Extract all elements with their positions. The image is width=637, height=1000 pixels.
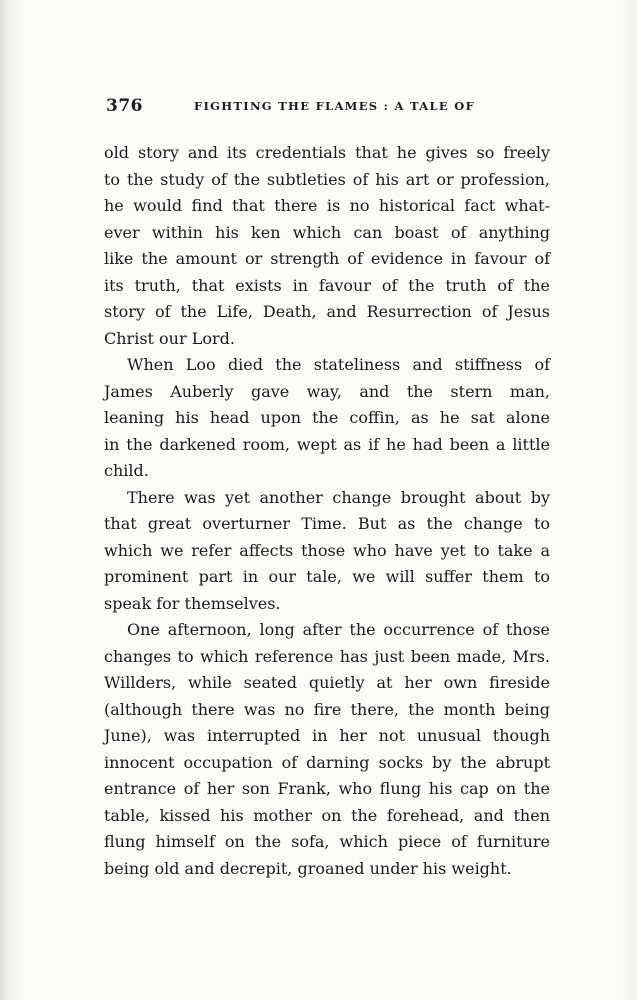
body-text <box>104 140 550 882</box>
running-head <box>106 96 546 118</box>
paragraph <box>104 617 550 882</box>
text-line: changes to which reference has just been made, Mrs. <box>104 646 550 666</box>
text-line: being old and decrepit, groaned under his weight. <box>104 858 512 878</box>
text-line: flung himself on the sofa, which piece of furniture <box>104 832 550 851</box>
text-line: child. <box>104 461 149 480</box>
text-line: old story and its credentials that he gives so freely <box>104 143 550 162</box>
text-line: that great overturner Time. But as the change to <box>104 514 550 533</box>
text-line: leaning his head upon the coffin, as he sat alone <box>104 408 550 427</box>
text-line: entrance of her son Frank, who flung his cap on the <box>104 779 550 798</box>
text-line: speak for themselves. <box>104 593 281 613</box>
text-line: prominent part in our tale, we will suffer them to <box>104 567 550 586</box>
text-line: its truth, that exists in favour of the truth of the <box>104 275 550 295</box>
paragraph <box>104 352 550 485</box>
text-line: One afternoon, long after the occurrence of those <box>127 620 550 639</box>
text-line: which we refer affects those who have yet to take a <box>104 540 550 560</box>
text-line: in the darkened room, wept as if he had been a little <box>104 434 550 454</box>
text-line: to the study of the subtleties of his art or profession, <box>104 169 550 189</box>
text-line: like the amount or strength of evidence in favour of <box>104 249 550 268</box>
text-line: James Auberly gave way, and the stern man, <box>104 381 550 401</box>
text-line: When Loo died the stateliness and stiffness of <box>127 355 550 374</box>
paragraph <box>104 485 550 618</box>
text-line: There was yet another change brought about by <box>127 487 550 507</box>
text-line: Christ our Lord. <box>104 328 235 348</box>
text-line: June), was interrupted in her not unusual though <box>104 726 550 745</box>
text-line: story of the Life, Death, and Resurrection of Jesus <box>104 302 550 321</box>
text-line: he would find that there is no historical fact what- <box>104 196 550 215</box>
text-line: Willders, while seated quietly at her own fireside <box>104 673 550 692</box>
text-line: ever within his ken which can boast of anything <box>104 222 550 242</box>
page-number: 376 <box>106 96 143 116</box>
text-line: (although there was no fire there, the month being <box>104 699 550 719</box>
running-title: FIGHTING THE FLAMES : A TALE OF <box>194 99 476 113</box>
paragraph <box>104 140 550 352</box>
text-line: table, kissed his mother on the forehead, and then <box>104 805 550 825</box>
text-line: innocent occupation of darning socks by the abrupt <box>104 752 550 772</box>
